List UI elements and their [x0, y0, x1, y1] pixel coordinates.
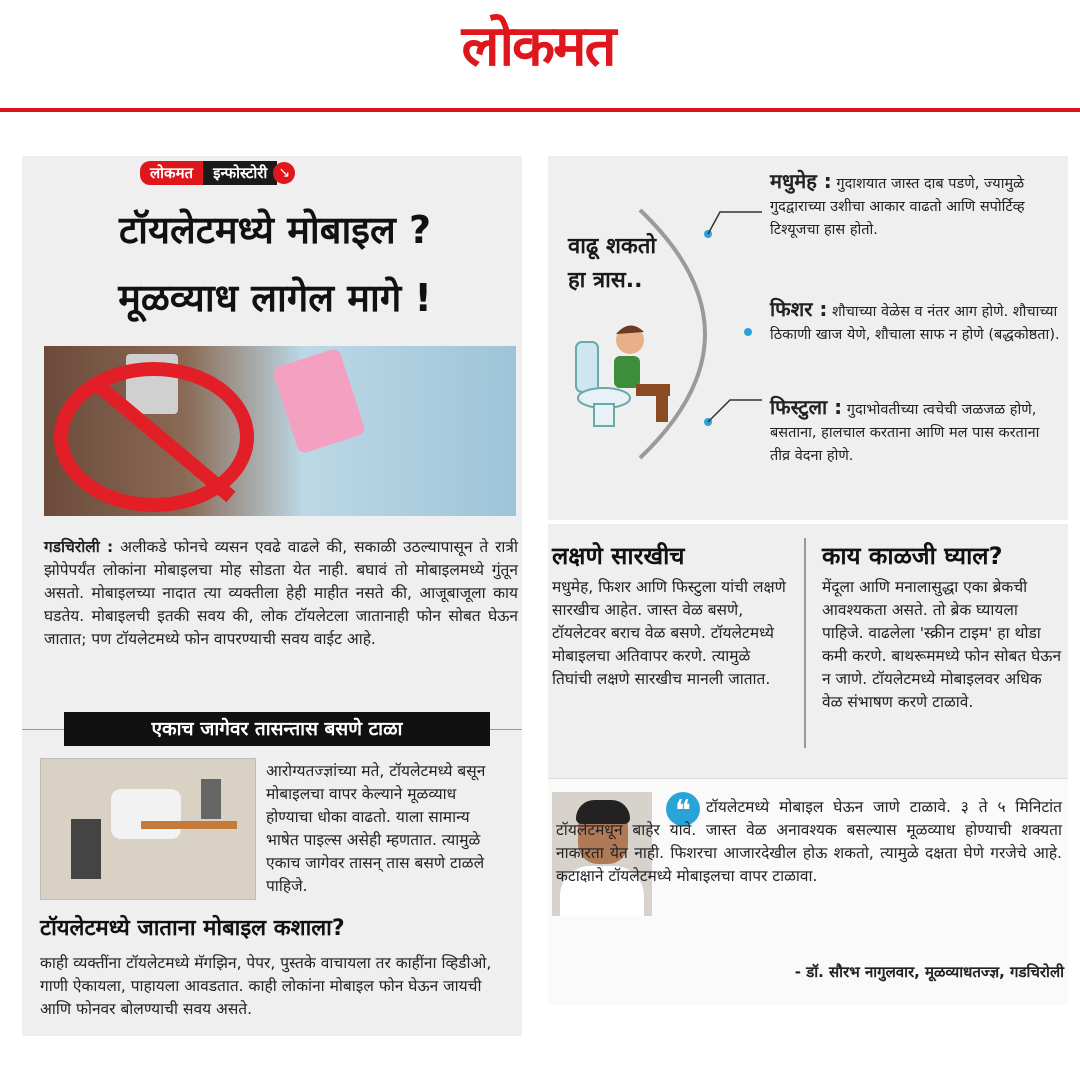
condition-title: फिस्टुला :	[770, 395, 843, 419]
badge-section: इन्फोस्टोरी	[203, 161, 277, 185]
dateline: गडचिरोली :	[44, 538, 114, 556]
expert-quote: टॉयलेटमध्ये मोबाइल घेऊन जाणे टाळावे. ३ ते ५ मिनिटांत टॉयलेटमधून बाहेर यावे. जास्त वेळ अनावश्यक बसल्यास मूळव्याध होण्याची शक्यता नाकारता येत नाही. फिशरचा आजारदेखील होऊ शकतो, त्यामुळे दक्षता घेणे गरजेचे आहे. कटाक्षाने टॉयलेटमध्ये मोबाइलचा वापर टाळावा.	[556, 798, 1062, 885]
intro-paragraph	[44, 536, 518, 651]
worry-line2: हा त्रास..	[568, 268, 643, 293]
condition-fistula	[770, 396, 1060, 468]
newspaper-logo: लोकमत	[461, 13, 615, 79]
why-paragraph: काही व्यक्तींना टॉयलेटमध्ये मॅगझिन, पेपर, पुस्तके वाचायला तर काहींना व्हिडीओ, गाणी ऐकायला, पाहायला आवडतात. काही लोकांना मोबाइल फोन घेऊन जायची आणि फोनवर बोलण्याची सवय असते.	[40, 954, 492, 1018]
masthead	[0, 0, 1080, 110]
care-column	[822, 540, 1062, 714]
subhead-sitting: एकाच जागेवर तासन्तास बसणे टाळा	[64, 712, 490, 746]
headline-line2: मूळव्याध लागेल मागे !	[118, 276, 432, 320]
worry-line1: वाढू शकतो	[568, 234, 657, 259]
toilet-cartoon	[570, 312, 682, 432]
chair-shape	[71, 819, 101, 879]
badge-brand: लोकमत	[140, 161, 203, 185]
condition-fissure	[770, 298, 1060, 347]
symptoms-text: मधुमेह, फिशर आणि फिस्टुला यांची लक्षणे सारखीच आहेत. जास्त वेळ बसणे, टॉयलेटवर बराच वेळ बसणे. टॉयलेटमध्ये मोबाइलचा अतिवापर करणे. त्यामुळे तिघांची लक्षणे सारखीच मानली जातात.	[552, 578, 786, 688]
condition-text: गुदाशयात जास्त दाब पडणे, ज्यामुळे गुदद्वाराच्या उशीचा आकार वाढतो आणि सपोर्टिव्ह टिश्यूजचा हास होतो.	[770, 176, 1025, 238]
quote-signature: - डॉ. सौरभ नागुलवार, मूळव्याधतज्ज्ञ, गडचिरोली	[794, 963, 1064, 981]
condition-title: फिशर :	[770, 297, 828, 321]
pink-phone-image	[272, 347, 366, 454]
quote-icon: ❝	[666, 792, 700, 826]
condition-text: शौचाच्या वेळेस व नंतर आग होणे. शौचाच्या ठिकाणी खाज येणे, शौचाला साफ न होणे (बद्धकोष्ठता).	[770, 304, 1060, 343]
piles-paragraph: आरोग्यतज्ज्ञांच्या मते, टॉयलेटमध्ये बसून मोबाइलचा वापर केल्याने मूळव्याध होण्याचा धोका वाढतो. याला सामान्य भाषेत पाइल्स असेही म्हणतात. त्यामुळे एकाच जागेवर तासन् तास बसणे टाळले पाहिजे.	[266, 762, 486, 895]
man-shape	[111, 789, 181, 839]
computer-icon	[201, 779, 221, 819]
headline-line1: टॉयलेटमध्ये मोबाइल ?	[118, 208, 432, 252]
arrow-icon: ↘	[273, 162, 295, 184]
phone-ban-photo	[44, 346, 516, 516]
infostory-badge	[140, 160, 400, 186]
intro-text: अलीकडे फोनचे व्यसन एवढे वाढले की, सकाळी उठल्यापासून ते रात्री झोपेपर्यंत लोकांना मोबाइलचा मोह सोडता येत नाही. बघावं तो मोबाइलमध्ये गुंतून असतो. मोबाइलच्या नादात त्या व्यक्तीला हेही माहीत नसते की, आजूबाजूला काय घडतेय. मोबाइलची इतकी सवय की, लोक टॉयलेटला जातानाही फोन सोबत घेऊन जातात; पण टॉयलेटमध्ये फोन वापरण्याची सवय वाईट आहे.	[44, 538, 518, 648]
condition-diabetes	[770, 170, 1060, 242]
care-text: मेंदूला आणि मनालासुद्धा एका ब्रेकची आवश्यकता असते. तो ब्रेक घ्यायला पाहिजे. वाढलेला 'स्क्रीन टाइम' हा थोडा कमी करणे. बाथरूममध्ये फोन सोबत घेऊन न जाणे. टॉयलेटमध्ये मोबाइलवर अधिक वेळ संभाषण करणे टाळावे.	[822, 578, 1062, 711]
masthead-rule	[0, 108, 1080, 112]
column-divider	[804, 538, 806, 748]
symptoms-column	[552, 540, 792, 691]
subhead-why: टॉयलेटमध्ये जाताना मोबाइल कशाला?	[40, 916, 345, 941]
section-gap	[548, 520, 1068, 524]
condition-text: गुदाभोवतीच्या त्वचेची जळजळ होणे, बसताना, हालचाल करताना आणि मल पास करताना तीव्र वेदना होणे.	[770, 402, 1040, 464]
symptoms-heading: लक्षणे सारखीच	[552, 542, 685, 570]
desk-shape	[141, 821, 237, 829]
man-at-desk-illustration	[40, 758, 256, 900]
condition-title: मधुमेह :	[770, 169, 832, 193]
care-heading: काय काळजी घ्याल?	[822, 542, 1003, 570]
